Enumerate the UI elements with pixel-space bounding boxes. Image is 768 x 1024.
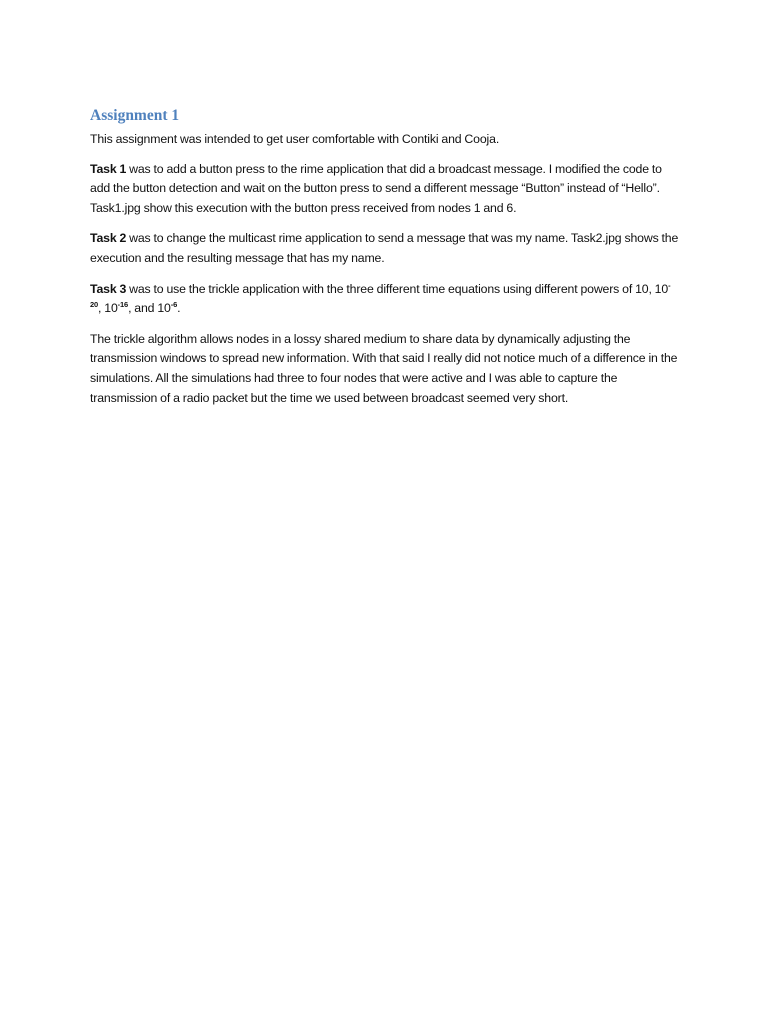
task3-exponent-2: -16 [117, 300, 129, 310]
task1-paragraph [90, 160, 680, 219]
task3-separator-1: , 10 [98, 301, 118, 316]
task3-exponent-3: -6 [170, 300, 178, 310]
task1-text: was to add a button press to the rime application that did a broadcast message. I modified the code to add the button detection and wait on the button press to send a different message “Button” instead of “Hello”. Task1.jpg show this execution with the button press received from nodes 1 and 6. [90, 161, 662, 215]
task2-label: Task 2 [90, 231, 127, 246]
task3-label: Task 3 [90, 281, 127, 296]
task3-separator-2: , and 10 [128, 301, 171, 316]
task2-paragraph [90, 229, 680, 268]
task3-text-after: . [177, 301, 181, 316]
task3-exponent-1: -20 [90, 280, 671, 310]
assignment-heading: Assignment 1 [90, 107, 180, 124]
task3-text-before: was to use the trickle application with the three different time equations using different powers of 10, 10 [126, 281, 669, 296]
intro-paragraph: This assignment was intended to get user comfortable with Contiki and Cooja. [90, 132, 500, 146]
task1-label: Task 1 [90, 161, 127, 176]
conclusion-paragraph: The trickle algorithm allows nodes in a lossy shared medium to share data by dynamically adjusting the transmission windows to spread new information. With that said I really did not notice much of a difference in the simulations. All the simulations had three to four nodes that were active and I was able to capture the transmission of a radio packet but the time we used between broadcast seemed very short. [90, 331, 678, 405]
document-page [90, 105, 680, 419]
task2-text: was to change the multicast rime application to send a message that was my name. Task2.jpg shows the execution and the resulting message that has my name. [90, 231, 679, 265]
task3-paragraph [90, 280, 680, 319]
